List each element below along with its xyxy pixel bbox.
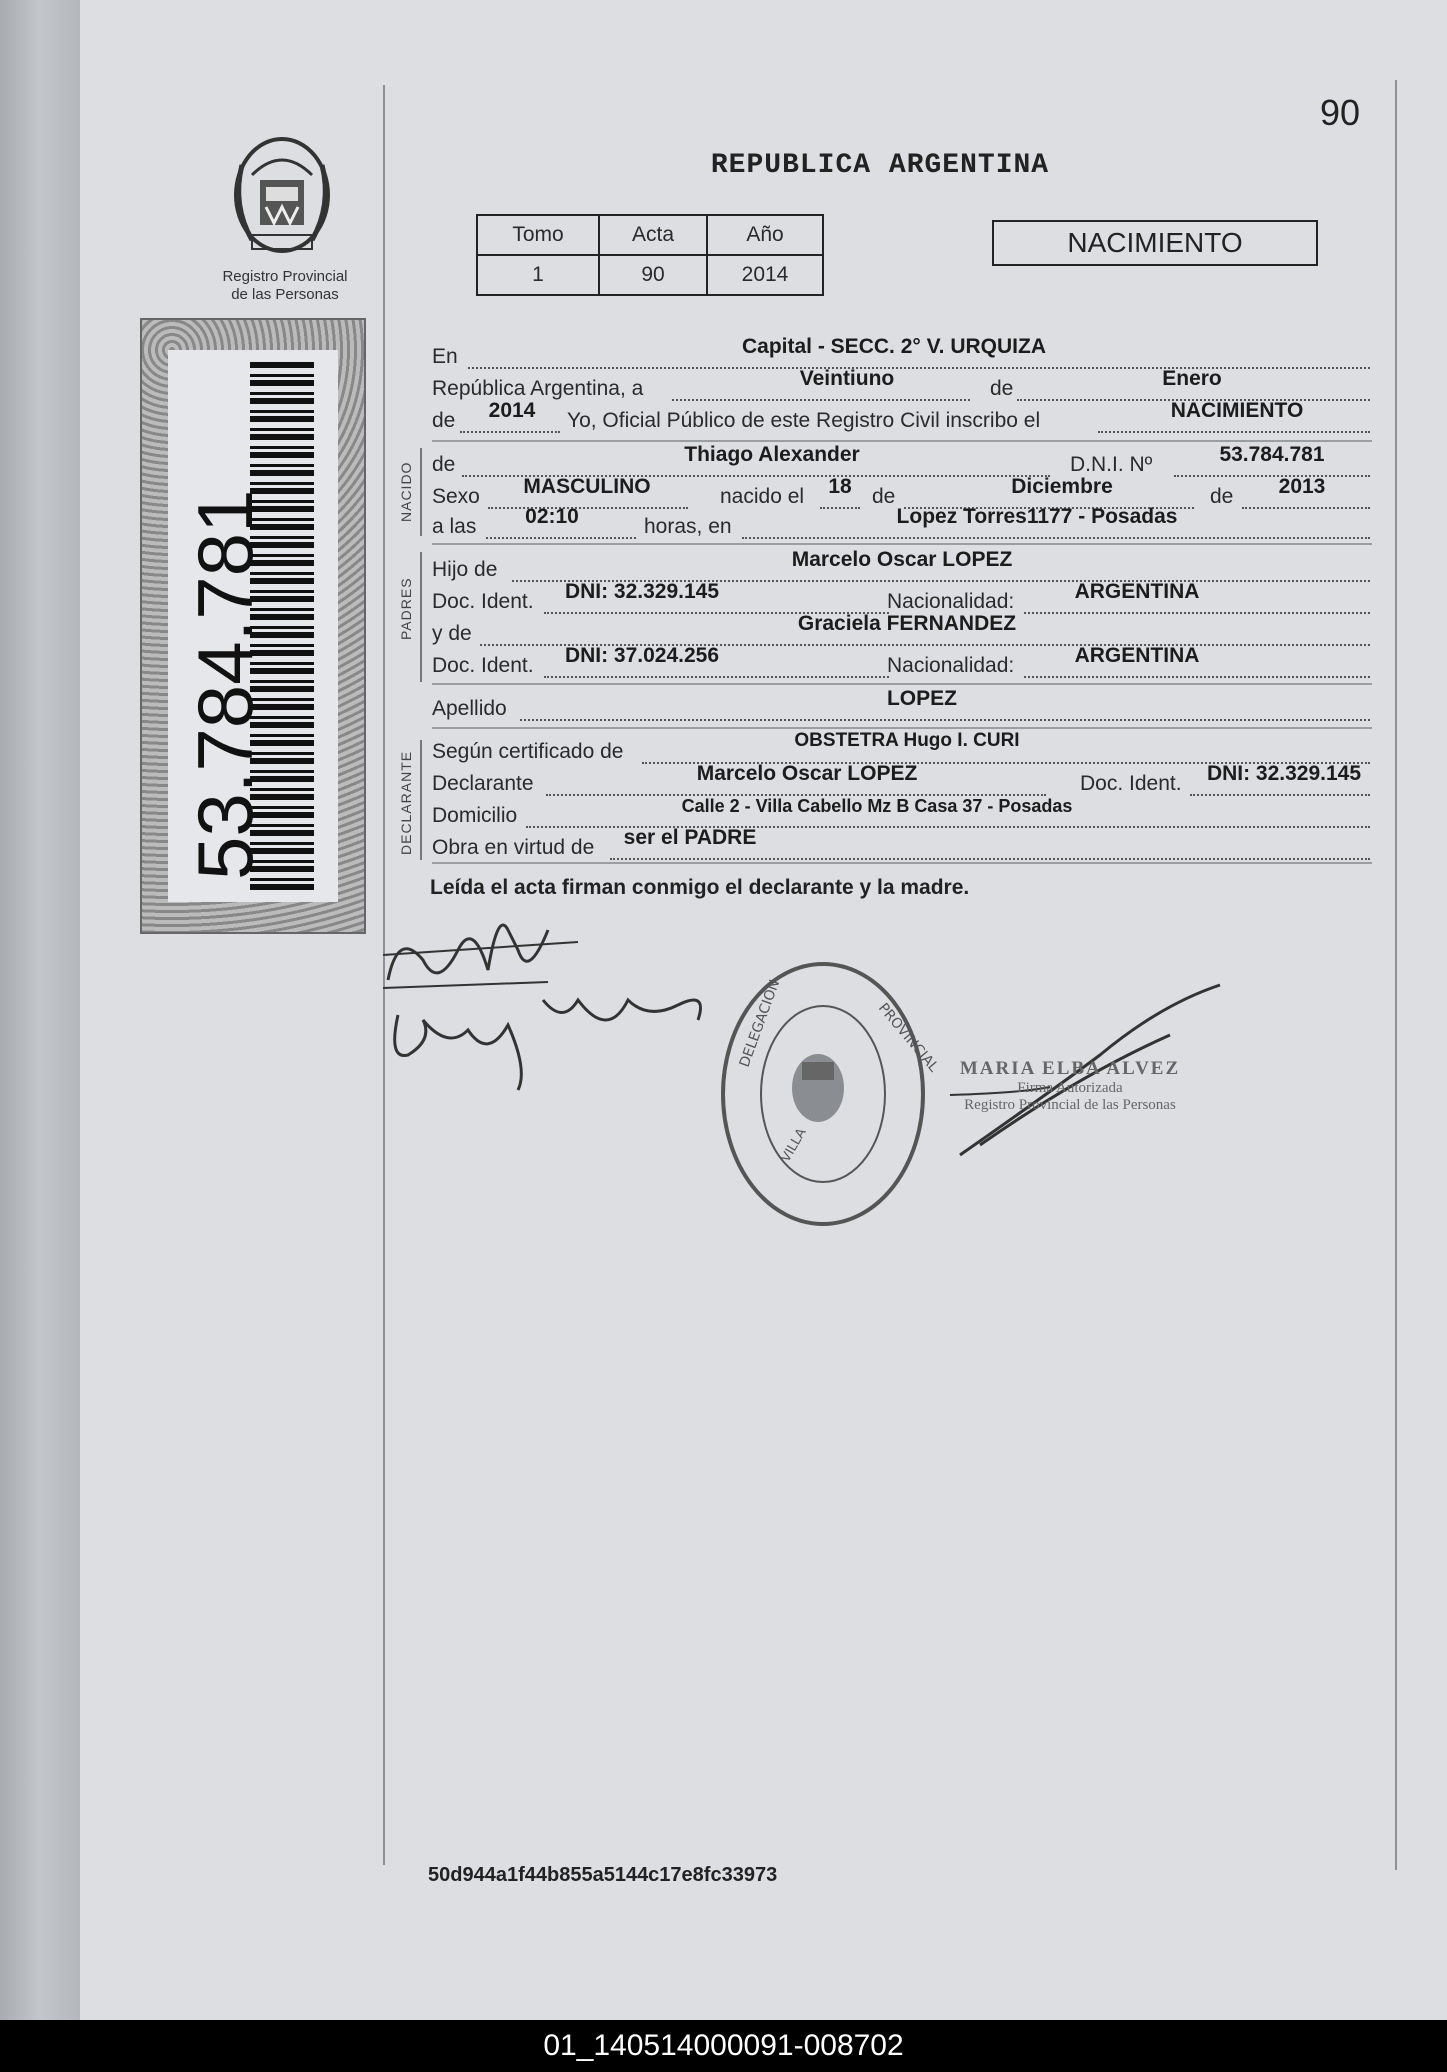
label-republica: República Argentina, a	[432, 377, 644, 400]
label-nacionalidad2: Nacionalidad:	[887, 654, 1015, 677]
value-dni: 53.784.781	[1219, 443, 1325, 466]
label-de-anio: de	[432, 409, 456, 432]
value-dia: Veintiuno	[799, 367, 895, 390]
label-obra: Obra en virtud de	[432, 836, 595, 859]
official-office: Registro Provincial de las Personas	[964, 1097, 1176, 1113]
table-value-acta: 90	[599, 255, 707, 295]
value-lugar-nac: Lopez Torres1177 - Posadas	[896, 505, 1178, 528]
page-number: 90	[1320, 92, 1361, 133]
table-header-anio: Año	[707, 215, 823, 255]
value-dia-nac: 18	[828, 475, 852, 498]
document-hash: 50d944a1f44b855a5144c17e8fc33973	[428, 1864, 778, 1886]
label-de-mes: de	[990, 377, 1014, 400]
value-anio-nac: 2013	[1278, 475, 1326, 498]
table-header-acta: Acta	[599, 215, 707, 255]
label-nacionalidad1: Nacionalidad:	[887, 590, 1015, 613]
label-de-dia: de	[872, 485, 896, 508]
value-hora: 02:10	[525, 505, 579, 528]
row-domicilio	[432, 796, 1370, 834]
label-a-las: a las	[432, 515, 477, 538]
row-apellido	[432, 687, 1370, 727]
label-horas-en: horas, en	[644, 515, 732, 538]
table-value-anio: 2014	[707, 255, 823, 295]
divider-1	[432, 440, 1372, 442]
value-anio: 2014	[488, 399, 536, 422]
label-yo-oficial: Yo, Oficial Público de este Registro Civil inscribo el	[567, 409, 1041, 432]
value-padre-nac: ARGENTINA	[1074, 580, 1200, 603]
provincial-seal-logo	[222, 135, 342, 265]
section-bracket-declarante	[420, 740, 422, 860]
official-name: MARIA ELBA ALVEZ	[959, 1058, 1181, 1079]
country-title: REPUBLICA ARGENTINA	[710, 150, 1050, 181]
file-name-footer: 01_140514000091-008702	[0, 2020, 1447, 2072]
value-acto: NACIMIENTO	[1170, 399, 1304, 422]
id-number-vertical: 53.784.781	[181, 489, 269, 880]
svg-text:VILLA: VILLA	[778, 1125, 810, 1165]
document-type-box: NACIMIENTO	[992, 220, 1318, 266]
label-segun: Según certificado de	[432, 740, 624, 763]
divider-5	[432, 862, 1372, 864]
label-sexo: Sexo	[432, 485, 480, 508]
label-y-de: y de	[432, 622, 472, 645]
value-domicilio: Calle 2 - Villa Cabello Mz B Casa 37 - Posadas	[681, 796, 1073, 816]
label-doc-ident1: Doc. Ident.	[432, 590, 534, 613]
value-mes: Enero	[1162, 367, 1222, 390]
registry-table	[476, 214, 824, 296]
label-en: En	[432, 345, 458, 368]
label-nacido-el: nacido el	[720, 485, 805, 508]
label-declarante: Declarante	[432, 772, 534, 795]
row-anio	[432, 399, 1370, 439]
divider-2	[432, 543, 1372, 545]
value-madre-doc: DNI: 37.024.256	[564, 644, 720, 667]
section-bracket-nacido	[420, 448, 422, 536]
divider-4	[432, 727, 1372, 729]
row-madre-doc	[432, 644, 1370, 684]
value-declarante-doc: DNI: 32.329.145	[1206, 762, 1362, 785]
label-doc-ident2: Doc. Ident.	[432, 654, 534, 677]
value-madre-nac: ARGENTINA	[1074, 644, 1200, 667]
value-declarante: Marcelo Oscar LOPEZ	[696, 762, 918, 785]
closing-text: Leída el acta firman conmigo el declarante y la madre.	[430, 876, 970, 899]
label-apellido: Apellido	[432, 697, 507, 720]
svg-text:DELEGACION: DELEGACION	[736, 977, 784, 1070]
value-padre: Marcelo Oscar LOPEZ	[791, 548, 1013, 571]
table-header-tomo: Tomo	[477, 215, 599, 255]
label-de-nombre: de	[432, 453, 456, 476]
row-hora	[432, 505, 1370, 545]
section-label-padres: PADRES	[398, 577, 414, 640]
section-label-nacido: NACIDO	[398, 461, 414, 522]
value-obra: ser el PADRE	[623, 826, 757, 849]
value-apellido: LOPEZ	[886, 687, 957, 710]
value-lugar: Capital - SECC. 2° V. URQUIZA	[742, 335, 1047, 358]
label-doc-ident3: Doc. Ident.	[1080, 772, 1182, 795]
label-dni: D.N.I. Nº	[1070, 453, 1153, 476]
value-certificado: OBSTETRA Hugo I. CURI	[794, 730, 1020, 751]
right-margin-rule	[1395, 80, 1397, 1870]
logo-caption-line1: Registro Provincial	[222, 268, 348, 285]
delegation-stamp	[718, 958, 942, 1230]
section-bracket-padres	[420, 552, 422, 682]
label-hijo-de: Hijo de	[432, 558, 498, 581]
label-de-anio2: de	[1210, 485, 1234, 508]
divider-3	[432, 683, 1372, 685]
value-madre: Graciela FERNANDEZ	[797, 612, 1017, 635]
value-padre-doc: DNI: 32.329.145	[564, 580, 720, 603]
id-security-strip	[140, 318, 366, 934]
svg-text:PROVINCIAL: PROVINCIAL	[874, 1000, 942, 1076]
value-nombre: Thiago Alexander	[684, 443, 860, 466]
label-domicilio: Domicilio	[432, 804, 518, 827]
official-title: Firma Autorizada	[1017, 1080, 1123, 1096]
value-sexo: MASCULINO	[523, 475, 651, 498]
section-label-declarante: DECLARANTE	[398, 750, 414, 855]
signatures-handwritten	[378, 890, 738, 1100]
value-mes-nac: Diciembre	[1011, 475, 1113, 498]
logo-caption-line2: de las Personas	[231, 286, 339, 303]
table-value-tomo: 1	[477, 255, 599, 295]
